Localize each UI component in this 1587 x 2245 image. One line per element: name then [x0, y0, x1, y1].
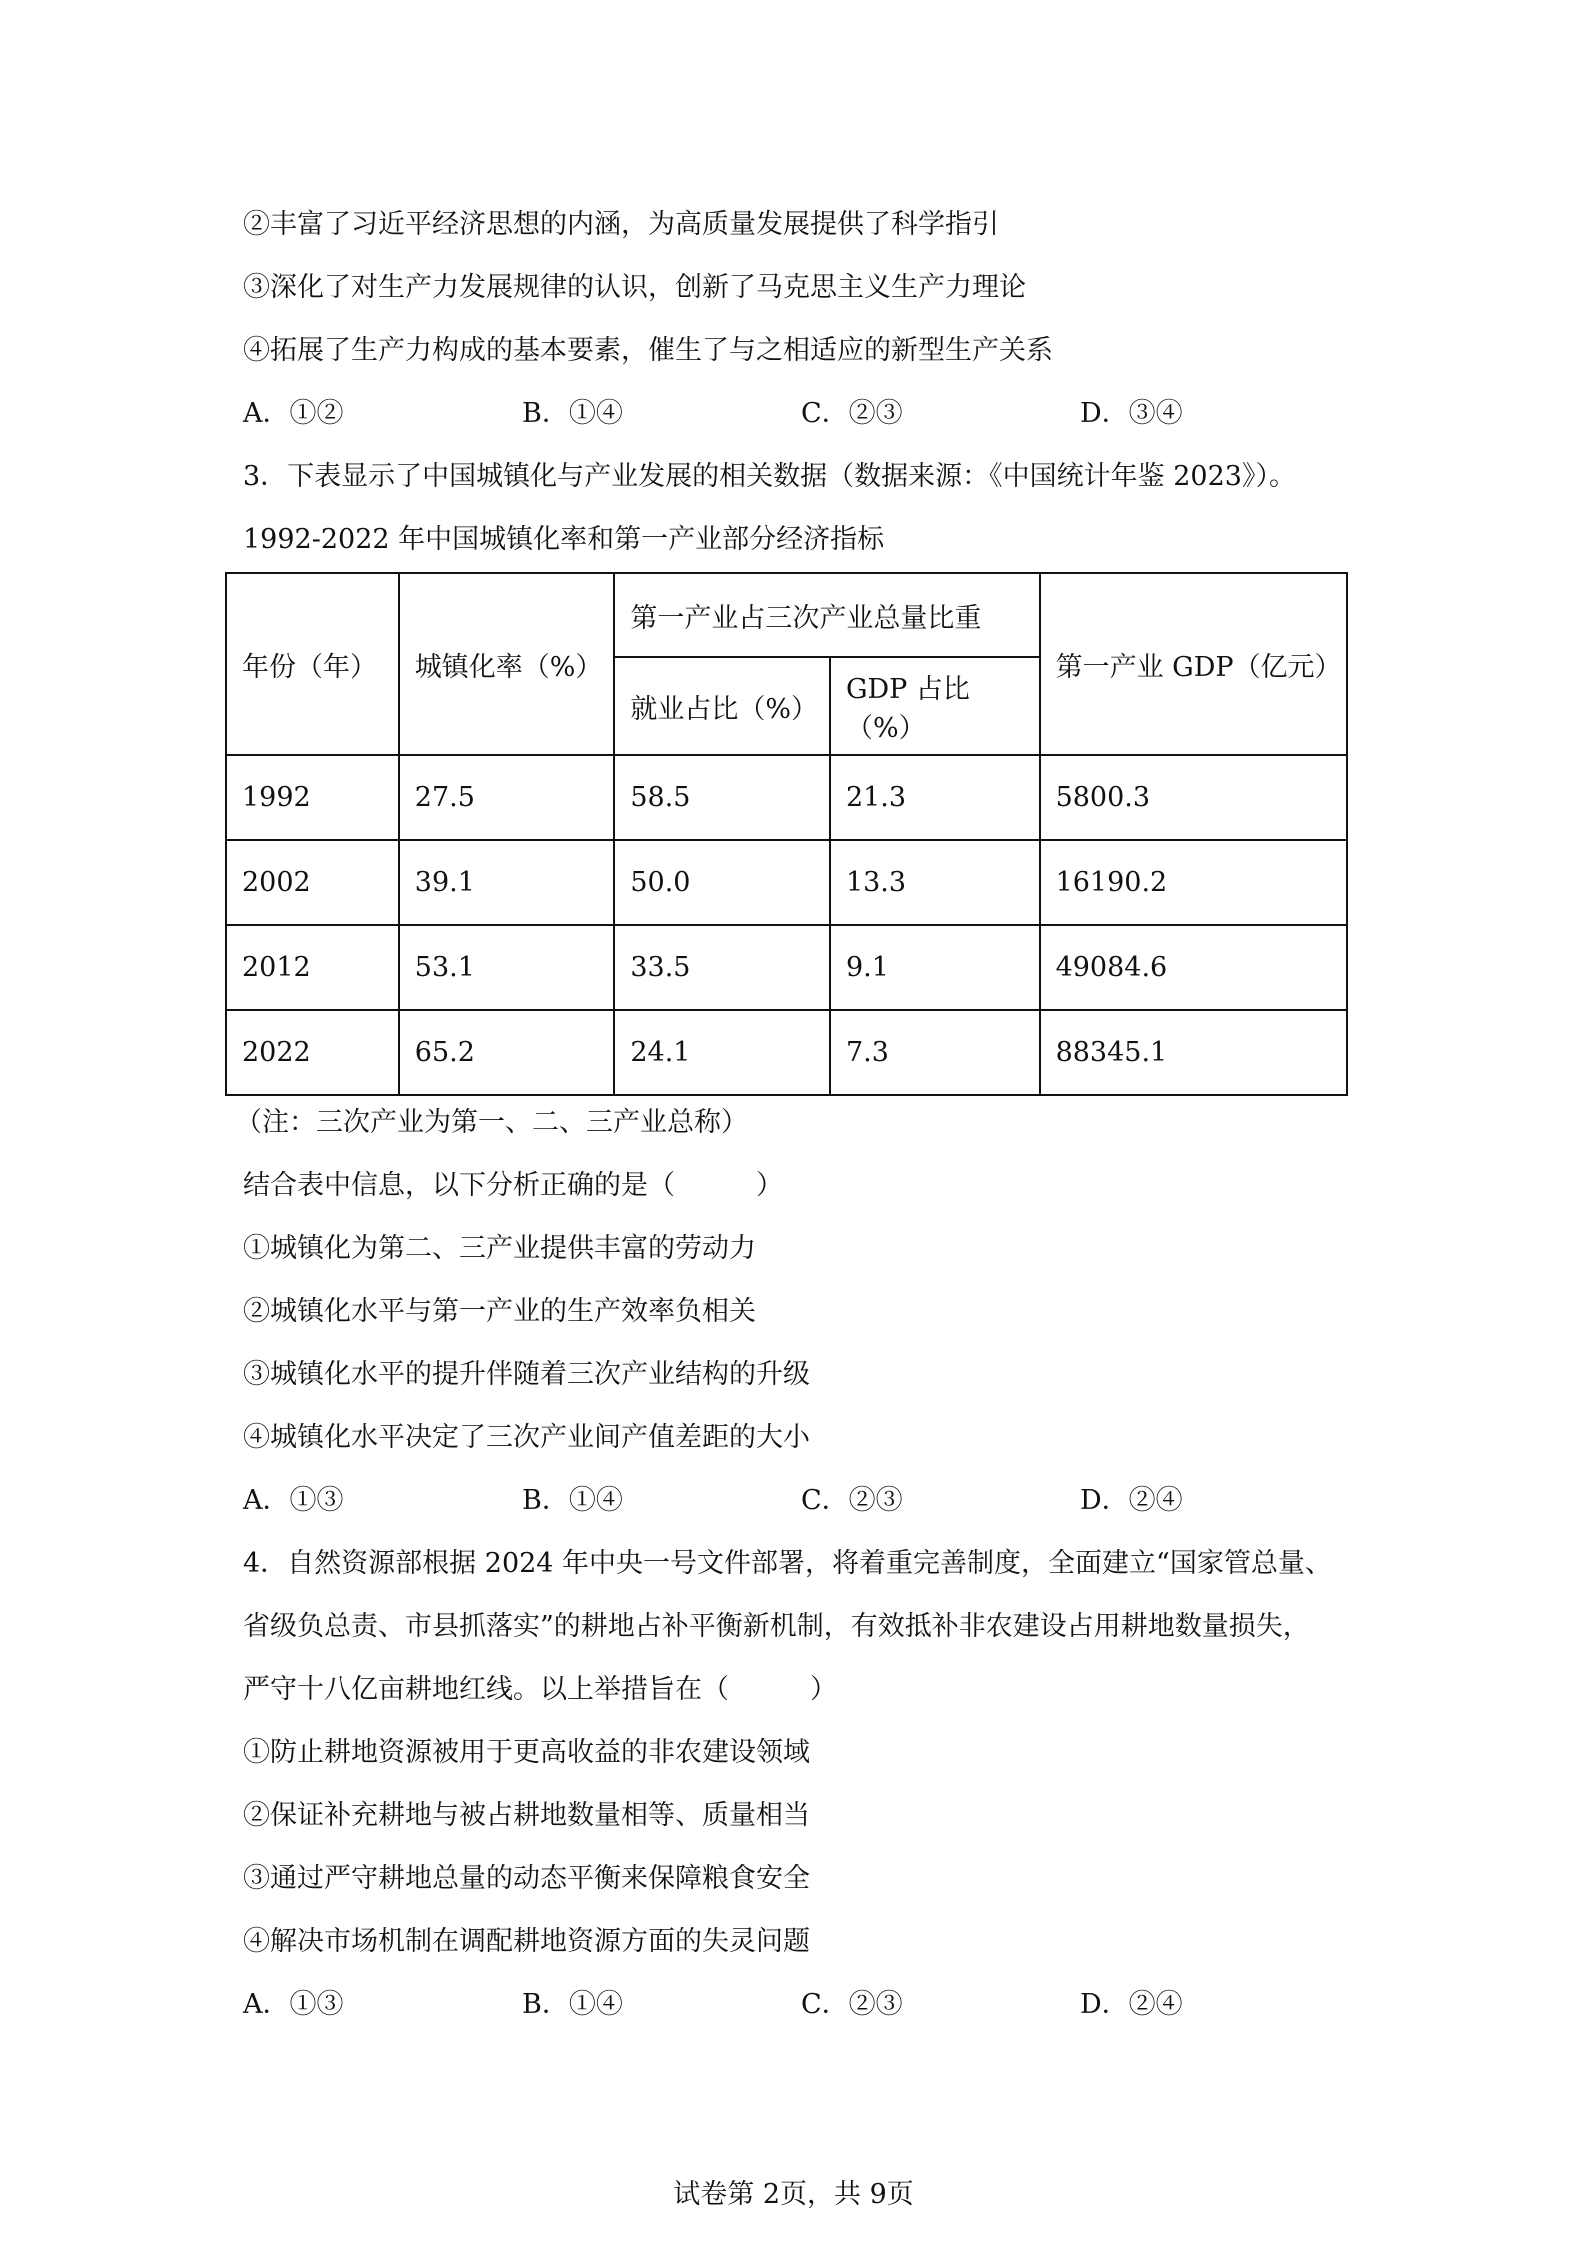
q3-item-1: ①城镇化为第二、三产业提供丰富的劳动力	[243, 1233, 756, 1264]
table-row	[226, 1010, 1347, 1095]
cell-gdp-share: 9.1	[830, 925, 1040, 1010]
q4-stem-line-2: 省级负总责、市县抓落实”的耕地占补平衡新机制，有效抵补非农建设占用耕地数量损失，	[243, 1611, 1310, 1642]
cell-gdp-share: 21.3	[830, 755, 1040, 840]
q4-option-d[interactable]: D．②④	[1080, 1989, 1183, 2020]
header-year: 年份（年）	[226, 573, 399, 755]
q3-option-d[interactable]: D．②④	[1080, 1485, 1183, 1516]
header-primary-share-group: 第一产业占三次产业总量比重	[614, 573, 1039, 657]
header-urbanization: 城镇化率（%）	[399, 573, 615, 755]
table-row	[226, 755, 1347, 840]
q4-stem-line-3: 严守十八亿亩耕地红线。以上举措旨在（ ）	[243, 1674, 837, 1705]
q2-option-c[interactable]: C．②③	[801, 398, 903, 429]
cell-gdp-share: 13.3	[830, 840, 1040, 925]
page-footer: 试卷第 2页，共 9页	[673, 2179, 914, 2210]
cell-employment-share: 50.0	[614, 840, 830, 925]
q3-option-c[interactable]: C．②③	[801, 1485, 903, 1516]
cell-urbanization: 39.1	[399, 840, 615, 925]
q4-item-2: ②保证补充耕地与被占耕地数量相等、质量相当	[243, 1800, 810, 1831]
q3-item-4: ④城镇化水平决定了三次产业间产值差距的大小	[243, 1422, 810, 1453]
q4-option-b[interactable]: B．①④	[522, 1989, 623, 2020]
q3-option-a[interactable]: A．①③	[243, 1485, 344, 1516]
cell-primary-gdp: 49084.6	[1040, 925, 1347, 1010]
q3-note: （注：三次产业为第一、二、三产业总称）	[235, 1107, 748, 1138]
cell-urbanization: 27.5	[399, 755, 615, 840]
q2-option-a[interactable]: A．①②	[243, 398, 344, 429]
q4-stem-line-1: 4．自然资源部根据 2024 年中央一号文件部署，将着重完善制度，全面建立“国家管总量、	[243, 1548, 1332, 1579]
header-primary-gdp: 第一产业 GDP（亿元）	[1040, 573, 1347, 755]
cell-year: 1992	[226, 755, 399, 840]
cell-employment-share: 58.5	[614, 755, 830, 840]
cell-year: 2002	[226, 840, 399, 925]
q2-item-3: ③深化了对生产力发展规律的认识，创新了马克思主义生产力理论	[243, 272, 1026, 303]
q2-option-b[interactable]: B．①④	[522, 398, 623, 429]
cell-employment-share: 24.1	[614, 1010, 830, 1095]
q4-option-c[interactable]: C．②③	[801, 1989, 903, 2020]
q4-item-4: ④解决市场机制在调配耕地资源方面的失灵问题	[243, 1926, 810, 1957]
header-employment-share: 就业占比（%）	[614, 657, 830, 755]
cell-gdp-share: 7.3	[830, 1010, 1040, 1095]
cell-urbanization: 53.1	[399, 925, 615, 1010]
table-row	[226, 925, 1347, 1010]
cell-year: 2012	[226, 925, 399, 1010]
cell-urbanization: 65.2	[399, 1010, 615, 1095]
q3-item-2: ②城镇化水平与第一产业的生产效率负相关	[243, 1296, 756, 1327]
cell-employment-share: 33.5	[614, 925, 830, 1010]
q2-item-2: ②丰富了习近平经济思想的内涵，为高质量发展提供了科学指引	[243, 209, 999, 240]
table-header-row	[226, 573, 1347, 657]
q4-item-1: ①防止耕地资源被用于更高收益的非农建设领域	[243, 1737, 810, 1768]
table-row	[226, 840, 1347, 925]
q3-table-title: 1992-2022 年中国城镇化率和第一产业部分经济指标	[243, 524, 885, 555]
cell-primary-gdp: 5800.3	[1040, 755, 1347, 840]
cell-primary-gdp: 16190.2	[1040, 840, 1347, 925]
q3-data-table	[225, 572, 1348, 1096]
q2-option-d[interactable]: D．③④	[1080, 398, 1183, 429]
q3-question: 结合表中信息，以下分析正确的是（ ）	[243, 1170, 783, 1201]
q4-option-a[interactable]: A．①③	[243, 1989, 344, 2020]
q3-item-3: ③城镇化水平的提升伴随着三次产业结构的升级	[243, 1359, 810, 1390]
q3-stem: 3．下表显示了中国城镇化与产业发展的相关数据（数据来源：《中国统计年鉴 2023》）。	[243, 461, 1296, 492]
cell-year: 2022	[226, 1010, 399, 1095]
header-gdp-share: GDP 占比（%）	[830, 657, 1040, 755]
q2-item-4: ④拓展了生产力构成的基本要素，催生了与之相适应的新型生产关系	[243, 335, 1053, 366]
cell-primary-gdp: 88345.1	[1040, 1010, 1347, 1095]
q4-item-3: ③通过严守耕地总量的动态平衡来保障粮食安全	[243, 1863, 810, 1894]
q3-option-b[interactable]: B．①④	[522, 1485, 623, 1516]
